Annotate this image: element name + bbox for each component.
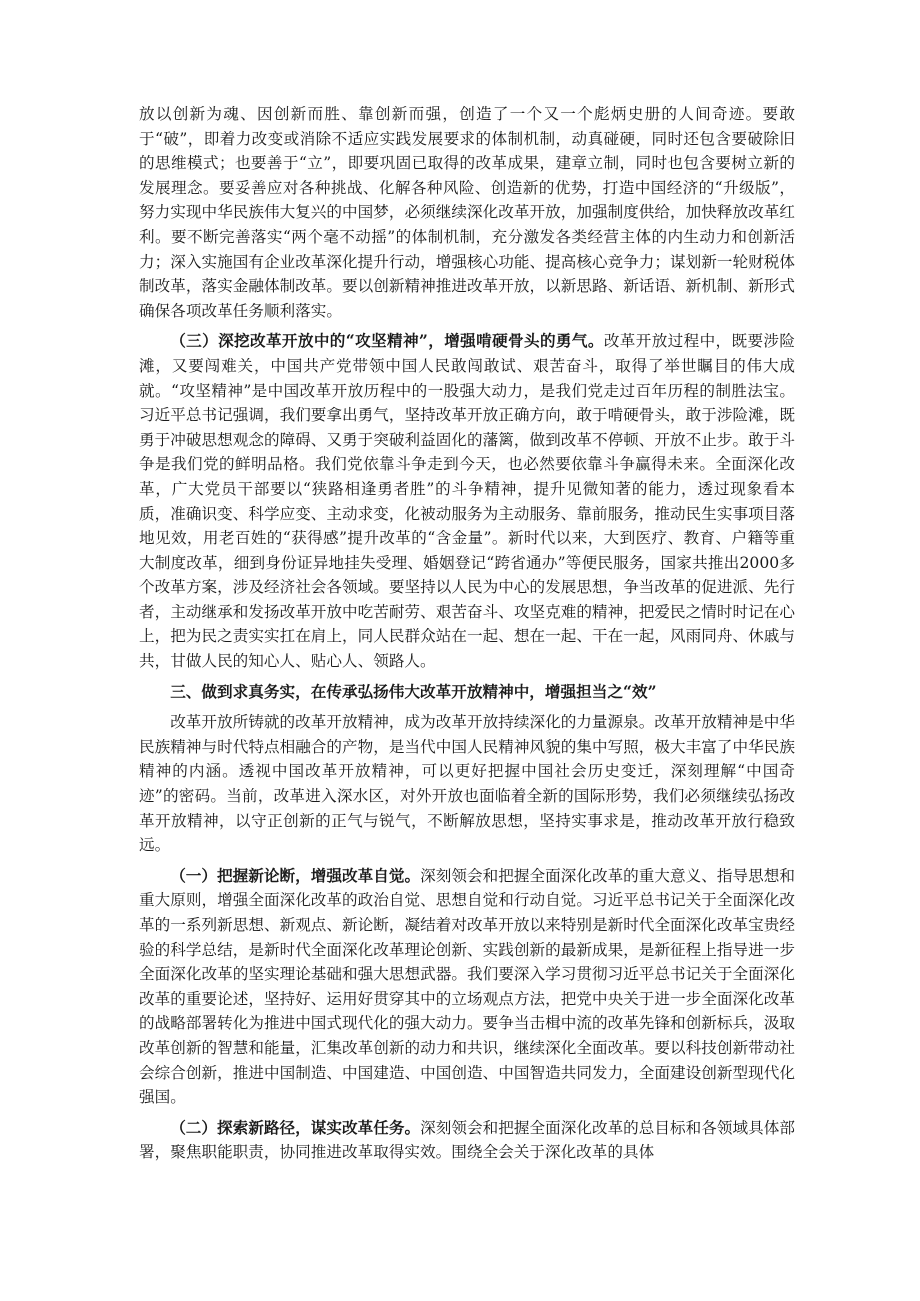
- paragraph-5-text: 深刻领会和把握全面深化改革的重大意义、指导思想和重大原则，增强全面深化改革的政治自觉、思想自觉和行动自觉。习近平总书记关于全面深化改革的一系列新思想、新观点、新论断，凝结着对改革开放以来特别是新时代全面深化改革宝贵经验的科学总结，是新时代全面深化改革理论创新、实践创新的最新成果，是新征程上指导进一步全面深化改革的坚实理论基础和强大思想武器。我们要深入学习贯彻习近平总书记关于全面深化改革的重要论述，坚持好、运用好贯穿其中的立场观点方法，把党中央关于进一步全面深化改革的战略部署转化为推进中国式现代化的强大动力。要争当击楫中流的改革先锋和创新标兵，汲取改革创新的智慧和能量，汇集改革创新的动力和共识，继续深化全面改革。要以科技创新带动社会综合创新，推进中国制造、中国建造、中国创造、中国智造共同发力，全面建设创新型现代化强国。: [139, 866, 796, 1107]
- paragraph-4: [139, 710, 795, 858]
- paragraph-4-text: 改革开放所铸就的改革开放精神，成为改革开放持续深化的力量源泉。改革开放精神是中华民族精神与时代特点相融合的产物，是当代中国人民精神风貌的集中写照，极大丰富了中华民族精神的内涵。透视中国改革开放精神，可以更好把握中国社会历史变迁，深刻理解“中国奇迹”的密码。当前，改革进入深水区，对外开放也面临着全新的国际形势，我们必须继续弘扬改革开放精神，以守正创新的正气与锐气，不断解放思想，坚持实事求是，推动改革开放行稳致远。: [139, 713, 795, 855]
- paragraph-5: [139, 864, 795, 1110]
- paragraph-5-lead: （一）把握新论断，增强改革自觉。: [170, 865, 421, 885]
- paragraph-1-text: 放以创新为魂、因创新而胜、靠创新而强，创造了一个又一个彪炳史册的人间奇迹。要敢于“破”，即着力改变或消除不适应实践发展要求的体制机制，动真碰硬，同时还包含要破除旧的思维模式；也要善于“立”，即要巩固已取得的改革成果，建章立制，同时也包含要树立新的发展理念。要妥善应对各种挑战、化解各种风险、创造新的优势，打造中国经济的“升级版”，努力实现中华民族伟大复兴的中国梦，必须继续深化改革开放，加强制度供给，加快释放改革红利。要不断完善落实“两个毫不动摇”的体制机制，充分激发各类经营主体的内生动力和创新活力；深入实施国有企业改革深化提升行动，增强核心功能、提高核心竞争力；谋划新一轮财税体制改革，落实金融体制改革。要以创新精神推进改革开放，以新思路、新话语、新机制、新形式确保各项改革任务顺利落实。: [139, 105, 795, 320]
- paragraph-2: [139, 329, 795, 673]
- paragraph-6-lead: （二）探索新路径，谋实改革任务。: [170, 1117, 421, 1137]
- paragraph-6: [139, 1116, 795, 1165]
- paragraph-1: [139, 102, 795, 323]
- section-heading-3-text: 三、做到求真务实，在传承弘扬伟大改革开放精神中，增强担当之“效”: [170, 681, 657, 701]
- paragraph-2-lead: （三）深挖改革开放中的“攻坚精神”，增强啃硬骨头的勇气。: [170, 331, 604, 351]
- document-page: [139, 102, 795, 1165]
- paragraph-6-text: 深刻领会和把握全面深化改革的总目标和各领域具体部署，聚焦职能职责，协同推进改革取得实效。围绕全会关于深化改革的具体: [139, 1118, 796, 1162]
- paragraph-2-text: 改革开放过程中，既要涉险滩，又要闯难关，中国共产党带领中国人民敢闯敢试、艰苦奋斗，取得了举世瞩目的伟大成就。“攻坚精神”是中国改革开放历程中的一股强大动力，是我们党走过百年历程的制胜法宝。习近平总书记强调，我们要拿出勇气，坚持改革开放正确方向，敢于啃硬骨头，敢于涉险滩，既勇于冲破思想观念的障碍、又勇于突破利益固化的藩篱，做到改革不停顿、开放不止步。敢于斗争是我们党的鲜明品格。我们党依靠斗争走到今天，也必然要依靠斗争赢得未来。全面深化改革，广大党员干部要以“狭路相逢勇者胜”的斗争精神，提升见微知著的能力，透过现象看本质，准确识变、科学应变、主动求变，化被动服务为主动服务、靠前服务，推动民生实事项目落地见效，用老百姓的“获得感”提升改革的“含金量”。新时代以来，大到医疗、教育、户籍等重大制度改革，细到身份证异地挂失受理、婚姻登记“跨省通办”等便民服务，国家共推出2000多个改革方案，涉及经济社会各领域。要坚持以人民为中心的发展思想，争当改革的促进派、先行者，主动继承和发扬改革开放中吃苦耐劳、艰苦奋斗、攻坚克难的精神，把爱民之情时时记在心上，把为民之责实实扛在肩上，同人民群众站在一起、想在一起、干在一起，风雨同舟、休戚与共，甘做人民的知心人、贴心人、领路人。: [139, 332, 796, 671]
- section-heading-3: [139, 680, 795, 705]
